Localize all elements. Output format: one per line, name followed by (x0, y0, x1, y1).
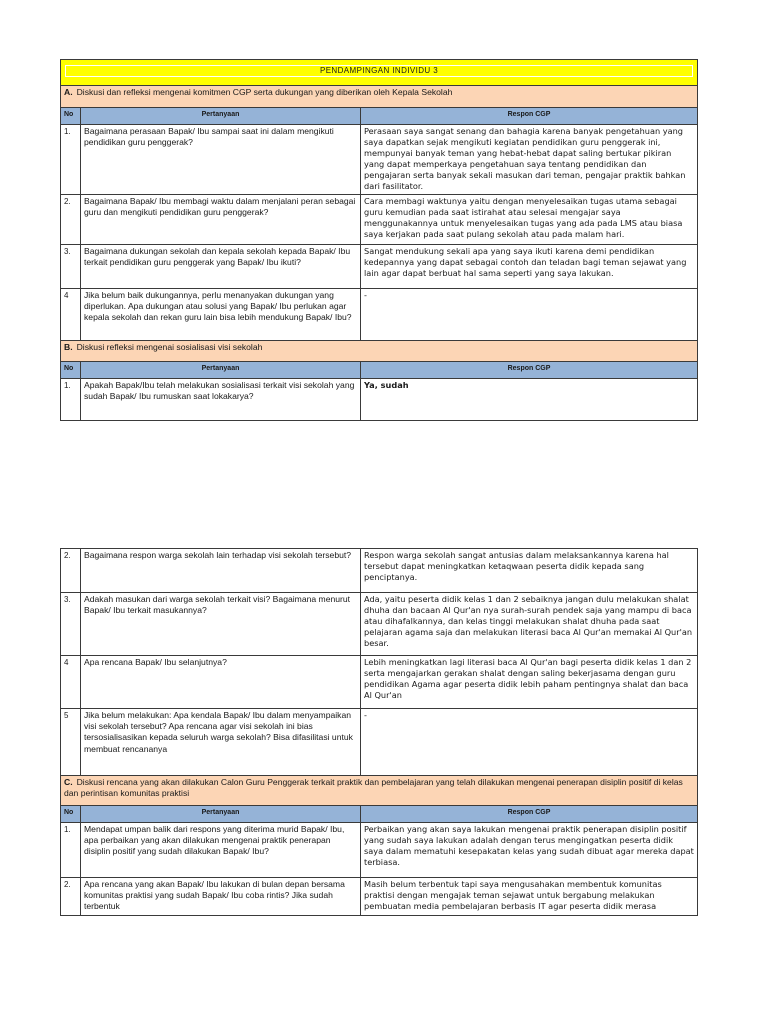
table-row (61, 378, 698, 420)
table-page-1 (60, 59, 698, 421)
response-cell: - (361, 709, 698, 776)
table-header-row (61, 361, 698, 378)
header-question: Pertanyaan (81, 361, 361, 378)
header-question: Pertanyaan (81, 108, 361, 125)
response-cell: Respon warga sekolah sangat antusias dalam melaksankannya karena hal tersebut dapat meningkatkan ketaqwaan peserta didik kepada sang penciptanya. (361, 549, 698, 593)
question-cell: Bagaimana Bapak/ Ibu membagi waktu dalam menjalani peran sebagai guru dan mengikuti pendidikan guru penggerak? (81, 194, 361, 244)
question-cell: Bagaimana dukungan sekolah dan kepala sekolah kepada Bapak/ Ibu terkait pendidikan guru penggerak yang Bapak/ Ibu ikuti? (81, 244, 361, 288)
row-number: 1. (61, 378, 81, 420)
header-response: Respon CGP (361, 108, 698, 125)
section-c-letter: C. (64, 777, 73, 787)
table-row (61, 593, 698, 656)
response-cell: Lebih meningkatkan lagi literasi baca Al Qur'an bagi peserta didik kelas 1 dan 2 serta mengajarkan gerakan shalat dengan saling bekerjasama dengan guru pendidikan Agama agar peserta didik lebih paham pentingnya shalat dan baca Al Qur'an (361, 656, 698, 709)
question-cell: Jika belum baik dukungannya, perlu menanyakan dukungan yang diperlukan. Apa dukungan atau solusi yang Bapak/ Ibu perlukan agar kepala sekolah dan rekan guru lain bisa lebih mendukung Bapak/ Ibu? (81, 288, 361, 340)
question-cell: Apakah Bapak/Ibu telah melakukan sosialisasi terkait visi sekolah yang sudah Bapak/ Ibu rumuskan saat lokakarya? (81, 378, 361, 420)
section-b-title: Diskusi refleksi mengenai sosialisasi visi sekolah (76, 341, 263, 352)
section-a-title: Diskusi dan refleksi mengenai komitmen CGP serta dukungan yang diberikan oleh Kepala Sekolah (76, 87, 453, 97)
table-row (61, 244, 698, 288)
section-a-cell (61, 86, 698, 108)
section-c-title: Diskusi rencana yang akan dilakukan Calon Guru Penggerak terkait praktik dan pembelajaran yang telah dilakukan mengenai penerapan disiplin positif di kelas dan perintisan komunitas praktisi (64, 777, 683, 799)
header-no: No (61, 361, 81, 378)
response-cell: Ya, sudah (361, 378, 698, 420)
section-b-letter: B. (64, 341, 73, 352)
document-title: PENDAMPINGAN INDIVIDU 3 (65, 65, 693, 77)
question-cell: Mendapat umpan balik dari respons yang diterima murid Bapak/ Ibu, apa perbaikan yang akan dilakukan mengenai praktik penerapan disiplin positif yang sudah dilakukan Bapak/ Ibu? (81, 823, 361, 878)
section-c-row (61, 776, 698, 806)
row-number: 3. (61, 244, 81, 288)
question-cell: Adakah masukan dari warga sekolah terkait visi? Bagaimana menurut Bapak/ Ibu terkait masukannya? (81, 593, 361, 656)
table-header-row (61, 108, 698, 125)
response-cell: - (361, 288, 698, 340)
table-row (61, 549, 698, 593)
row-number: 4 (61, 288, 81, 340)
question-cell: Apa rencana Bapak/ Ibu selanjutnya? (81, 656, 361, 709)
table-row (61, 194, 698, 244)
header-question: Pertanyaan (81, 806, 361, 823)
table-row (61, 125, 698, 195)
section-b-cell (61, 340, 698, 361)
row-number: 3. (61, 593, 81, 656)
table-page-2 (60, 548, 698, 916)
header-response: Respon CGP (361, 361, 698, 378)
question-cell: Bagaimana perasaan Bapak/ Ibu sampai saat ini dalam mengikuti pendidikan guru penggerak? (81, 125, 361, 195)
question-cell: Bagaimana respon warga sekolah lain terhadap visi sekolah tersebut? (81, 549, 361, 593)
header-no: No (61, 806, 81, 823)
section-c-cell (61, 776, 698, 806)
response-cell: Ada, yaitu peserta didik kelas 1 dan 2 sebaiknya jangan dulu melakukan shalat dhuha dan bacaan Al Qur'an nya surah-surah pendek saja yang mampu di baca atau dihafalkannya, dan kelas tinggi melakukan shalat dhuha pada saat pelajaran agama saja dan melakukan literasi baca Al Qur'an memakai Al Qur'an besar. (361, 593, 698, 656)
table-row (61, 823, 698, 878)
response-cell: Sangat mendukung sekali apa yang saya ikuti karena demi pendidikan kedepannya yang dapat sebagai contoh dan teladan bagi teman sejawat yang lain agar dapat berbuat hal sama seperti yang saya lakukan. (361, 244, 698, 288)
question-cell: Jika belum melakukan: Apa kendala Bapak/ Ibu dalam menyampaikan visi sekolah tersebut? Apa rencana agar visi sekolah ini bias tersosialisasikan kepada seluruh warga sekolah? Bisa difasilitasi untuk membuat rencananya (81, 709, 361, 776)
row-number: 4 (61, 656, 81, 709)
row-number: 2. (61, 549, 81, 593)
table-row (61, 288, 698, 340)
row-number: 2. (61, 194, 81, 244)
header-no: No (61, 108, 81, 125)
row-number: 1. (61, 125, 81, 195)
response-cell: Cara membagi waktunya yaitu dengan menyelesaikan tugas utama sebagai guru kemudian pada saat istirahat atau selesai mengajar saya menggunakannya untuk menyelesaikan tugas yang ada pada LMS atau biasa saya kerjakan pada saat pulang sekolah atau pada malam hari. (361, 194, 698, 244)
response-cell: Perasaan saya sangat senang dan bahagia karena banyak pengetahuan yang saya dapatkan sejak mengikuti kegiatan pendidikan guru penggerak ini, mempunyai banyak teman yang hebat-hebat dapat saling bertukar pikiran yang dapat memperkaya pengetahuan saya tentang pendidikan dan pengajaran serta banyak sekali masukan dari teman, pengajar praktik bahkan dari fasilitator. (361, 125, 698, 195)
table-row (61, 878, 698, 916)
table-header-row (61, 806, 698, 823)
response-cell: Perbaikan yang akan saya lakukan mengenai praktik penerapan disiplin positif yang sudah saya lakukan adalah dengan terus mengingatkan peserta didik saya dalam mematuhi kesepakatan kelas yang sudah dibuat agar mereka dapat terbiasa. (361, 823, 698, 878)
row-number: 5 (61, 709, 81, 776)
row-number: 2. (61, 878, 81, 916)
response-cell: Masih belum terbentuk tapi saya mengusahakan membentuk komunitas praktisi dengan mengajak teman sejawat untuk bergabung melakukan pembuatan media pembelajaran berbasis IT agar peserta didik merasa (361, 878, 698, 916)
table-row (61, 709, 698, 776)
section-a-letter: A. (64, 87, 73, 97)
row-number: 1. (61, 823, 81, 878)
title-row (61, 60, 698, 86)
header-response: Respon CGP (361, 806, 698, 823)
table-row (61, 656, 698, 709)
question-cell: Apa rencana yang akan Bapak/ Ibu lakukan di bulan depan bersama komunitas praktisi yang sudah Bapak/ Ibu coba rintis? Jika sudah terbentuk (81, 878, 361, 916)
section-a-row (61, 86, 698, 108)
section-b-row (61, 340, 698, 361)
